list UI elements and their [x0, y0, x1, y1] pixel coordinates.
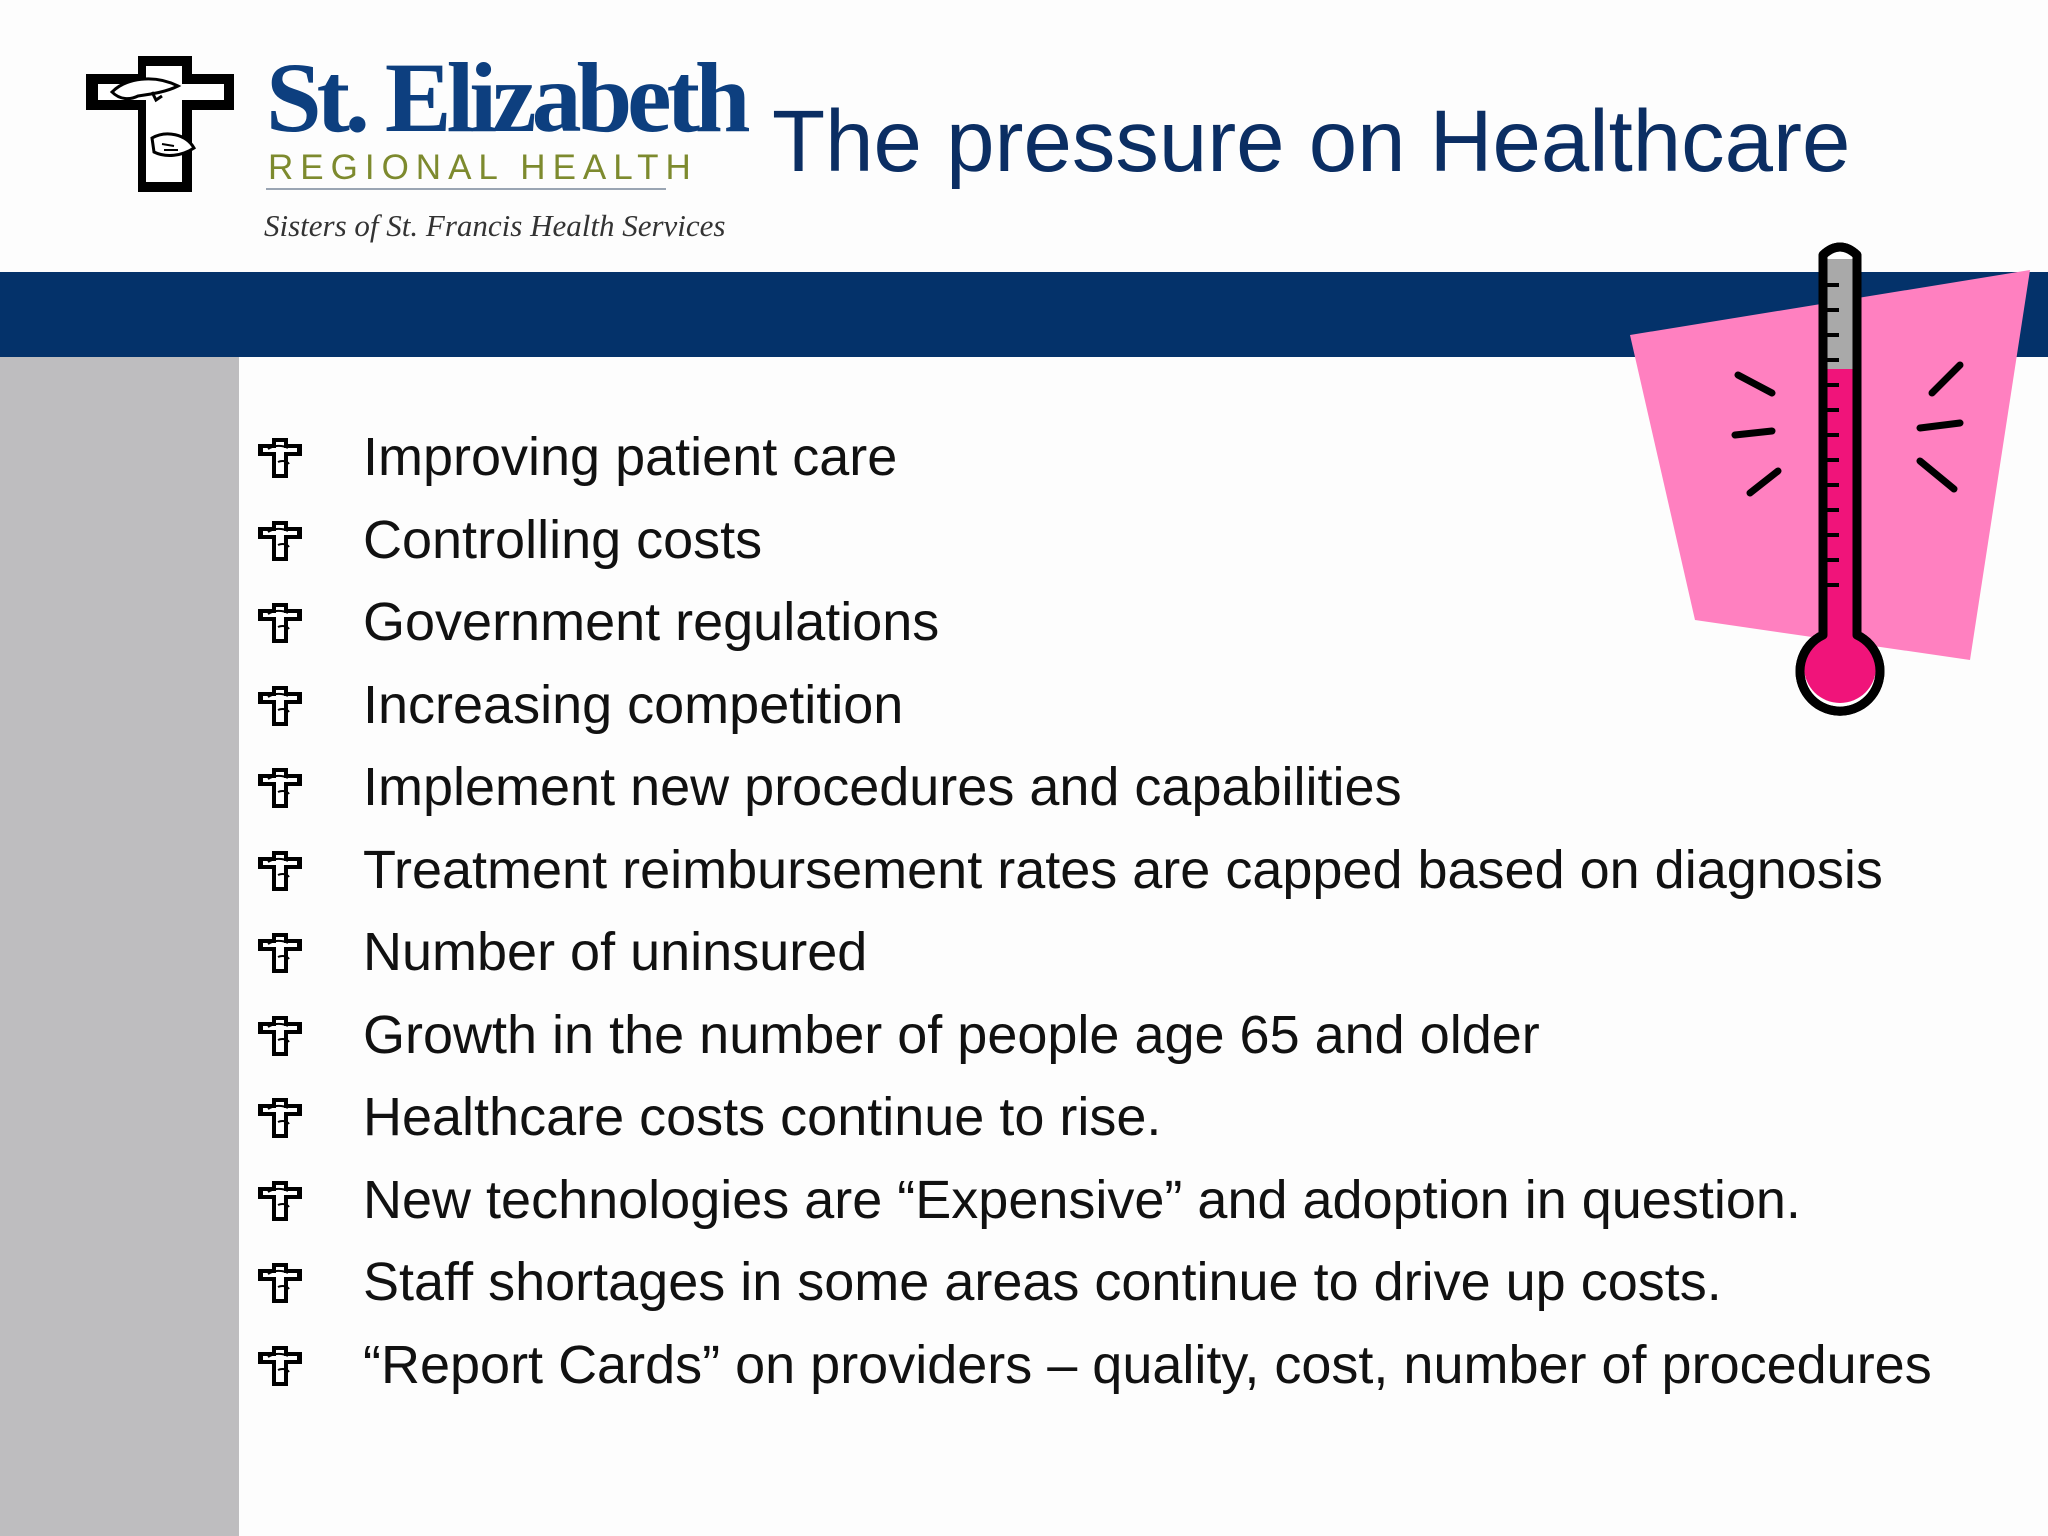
- cross-bullet-icon: [256, 1096, 304, 1140]
- cross-bullet-icon: [256, 931, 304, 975]
- bullet-text: Implement new procedures and capabilities: [363, 757, 1402, 817]
- cross-bullet-icon: [256, 1261, 304, 1305]
- cross-bullet-icon: [256, 684, 304, 728]
- cross-bullet-icon: [256, 766, 304, 810]
- thermometer-icon: [1620, 235, 2040, 720]
- logo-subtitle: REGIONAL HEALTH: [268, 148, 698, 187]
- bullet-text: Number of uninsured: [363, 922, 868, 982]
- bullet-text: Healthcare costs continue to rise.: [363, 1087, 1162, 1147]
- logo-divider: [266, 188, 666, 190]
- cross-bullet-icon: [256, 1179, 304, 1223]
- bullet-text: Staff shortages in some areas continue to drive up costs.: [363, 1252, 1722, 1312]
- bullet-text: Increasing competition: [363, 674, 904, 735]
- bullet-text: Controlling costs: [363, 509, 763, 570]
- bullet-text: Government regulations: [363, 592, 940, 652]
- cross-bullet-icon: [256, 1344, 304, 1388]
- cross-bullet-icon: [256, 436, 304, 480]
- logo: [78, 42, 746, 258]
- bullet-text: Improving patient care: [363, 427, 898, 487]
- bullet-text: Treatment reimbursement rates are capped based on diagnosis: [363, 839, 1883, 900]
- logo-name: St. Elizabeth: [266, 42, 746, 153]
- left-sidebar: [0, 357, 239, 1536]
- cross-bullet-icon: [256, 1014, 304, 1058]
- cross-bullet-icon: [256, 849, 304, 893]
- logo-tagline: Sisters of St. Francis Health Services: [264, 208, 726, 243]
- slide-title: The pressure on Healthcare: [772, 93, 1851, 190]
- cross-bullet-icon: [256, 519, 304, 563]
- bullet-text: Growth in the number of people age 65 and older: [363, 1004, 1540, 1065]
- cross-bullet-icon: [256, 601, 304, 645]
- cross-with-hands-icon: [82, 52, 238, 196]
- bullet-text: “Report Cards” on providers – quality, cost, number of procedures: [363, 1334, 1932, 1395]
- bullet-text: New technologies are “Expensive” and adoption in question.: [363, 1169, 1801, 1230]
